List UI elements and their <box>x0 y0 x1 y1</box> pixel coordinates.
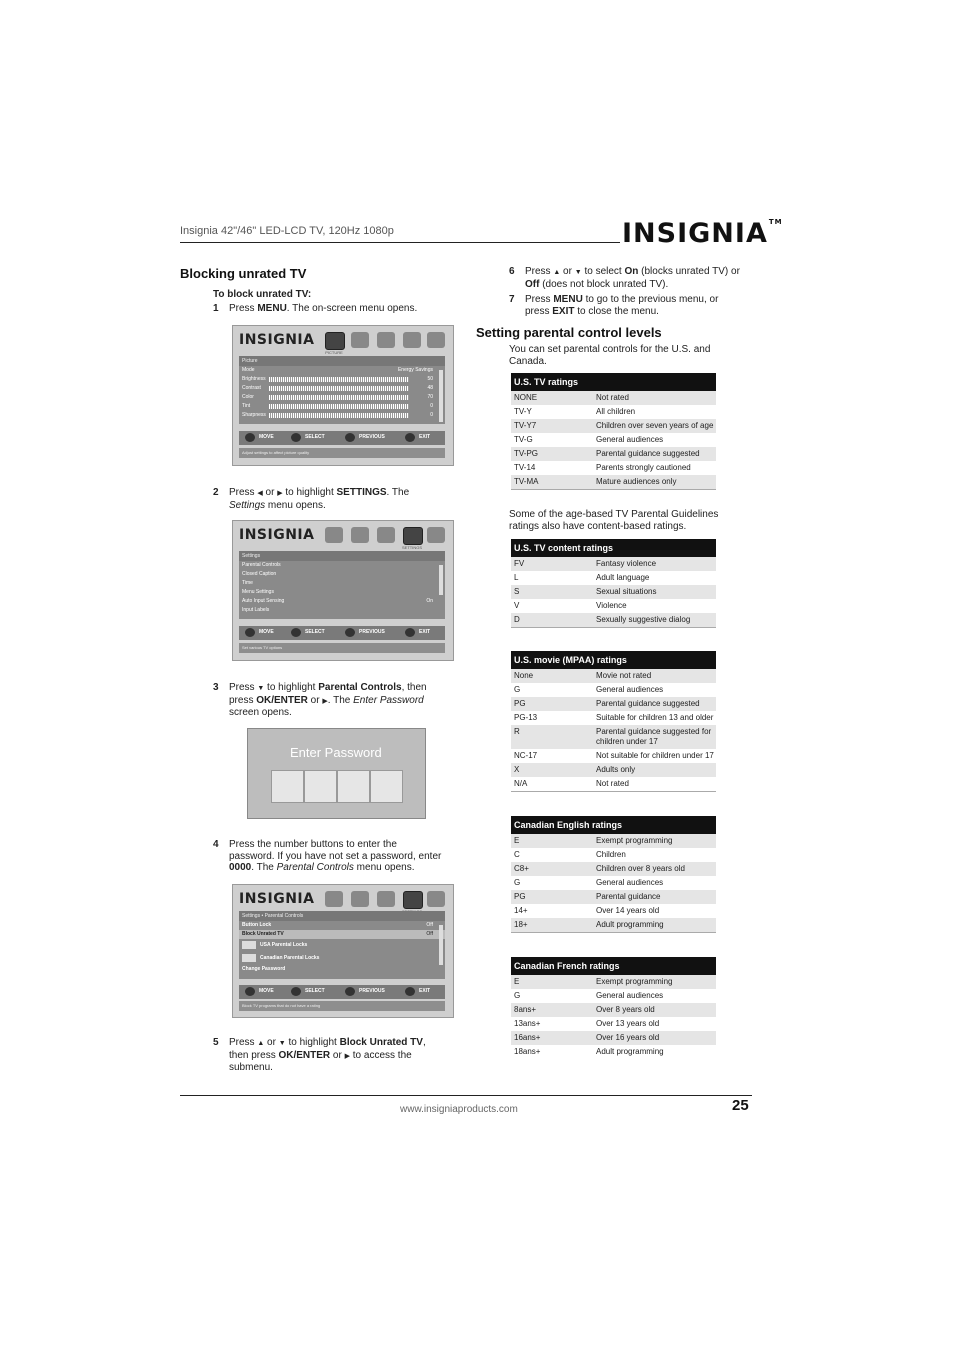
rating-description: Parental guidance <box>596 892 661 901</box>
table-row <box>511 975 716 989</box>
rating-code: L <box>514 573 519 582</box>
menu-row: USA Parental Locks <box>239 939 445 952</box>
table-row <box>511 613 716 627</box>
table-row <box>511 461 716 475</box>
rating-code: 16ans+ <box>514 1033 541 1042</box>
rating-description: Suitable for children 13 and older <box>596 713 714 722</box>
table-row <box>511 697 716 711</box>
menu-row: Brightness 50 <box>242 376 433 382</box>
usb-icon <box>427 891 445 907</box>
menu-row: Sharpness 0 <box>242 412 433 418</box>
screen-picture-menu <box>232 325 454 466</box>
table-row <box>511 391 716 405</box>
rating-description: Not rated <box>596 393 629 402</box>
table-row <box>511 557 716 571</box>
step-1: 1 Press MENU. The on-screen menu opens. <box>213 303 418 314</box>
menu-row: Auto Input Sensing On <box>242 598 433 604</box>
us-flag-icon <box>242 941 256 949</box>
menu-row: Tint 0 <box>242 403 433 409</box>
rating-description: Not rated <box>596 779 629 788</box>
table-row <box>511 777 716 791</box>
table-header: U.S. TV ratings <box>511 373 716 391</box>
settings-icon <box>403 332 421 348</box>
table-row <box>511 1031 716 1045</box>
usb-icon <box>427 332 445 348</box>
down-arrow-icon: ▼ <box>257 685 265 692</box>
help-text: Block TV programs that do not have a rating <box>239 1001 445 1011</box>
rating-description: Adult language <box>596 573 650 582</box>
rating-code: TV-MA <box>514 477 539 486</box>
password-digit-box <box>337 770 370 803</box>
rating-code: 13ans+ <box>514 1019 541 1028</box>
scrollbar <box>439 925 443 965</box>
rating-description: Adult programming <box>596 920 664 929</box>
rating-code: PG <box>514 699 526 708</box>
rating-code: 18+ <box>514 920 528 929</box>
picture-icon <box>325 891 343 907</box>
rating-description: All children <box>596 407 636 416</box>
password-label: Enter Password <box>290 745 382 760</box>
table-row <box>511 918 716 932</box>
menu-row: Change Password <box>242 966 286 972</box>
rating-code: TV-Y <box>514 407 532 416</box>
header-rule <box>180 242 620 243</box>
audio-icon <box>351 527 369 543</box>
rating-description: Children <box>596 850 626 859</box>
picture-icon <box>325 332 345 350</box>
canada-flag-icon <box>242 954 256 962</box>
table-row <box>511 405 716 419</box>
right-arrow-icon: ▶ <box>277 490 283 497</box>
rating-code: NONE <box>514 393 538 402</box>
insignia-logo: INSIGNIA™ <box>622 218 783 249</box>
running-header: Insignia 42"/46" LED-LCD TV, 120Hz 1080p <box>180 225 394 237</box>
audio-icon <box>351 891 369 907</box>
table-row <box>511 890 716 904</box>
screen-logo: INSIGNIA <box>239 891 315 907</box>
screen-parental-controls <box>232 884 454 1018</box>
rating-code: N/A <box>514 779 528 788</box>
rating-description: General audiences <box>596 685 664 694</box>
rating-code: 14+ <box>514 906 528 915</box>
table-row <box>511 876 716 890</box>
menu-row: Button Lock Off <box>242 922 433 928</box>
rating-code: V <box>514 601 520 610</box>
table-row <box>511 834 716 848</box>
channels-icon <box>377 332 395 348</box>
menu-row: Color 70 <box>242 394 433 400</box>
table-row <box>511 763 716 777</box>
table-row <box>511 1003 716 1017</box>
rating-description: Children over 8 years old <box>596 864 685 873</box>
channels-icon <box>377 891 395 907</box>
table-row <box>511 904 716 918</box>
rating-code: 18ans+ <box>514 1047 541 1056</box>
table-header: Canadian English ratings <box>511 816 716 834</box>
menu-row: Input Labels <box>242 607 270 613</box>
step-7: 7 Press MENU to go to the previous menu, or press EXIT to close the menu. <box>509 294 719 317</box>
password-digit-box <box>271 770 304 803</box>
rating-code: E <box>514 836 520 845</box>
table-row <box>511 683 716 697</box>
table-canadian-french-ratings <box>511 957 716 1059</box>
rating-code: None <box>514 671 534 680</box>
rating-description: Parents strongly cautioned <box>596 463 691 472</box>
procedure-title: To block unrated TV: <box>213 289 312 300</box>
rating-code: G <box>514 685 521 694</box>
nav-bar: MOVE SELECT PREVIOUS EXIT <box>239 985 445 999</box>
table-row <box>511 433 716 447</box>
audio-icon <box>351 332 369 348</box>
footer-url: www.insigniaproducts.com <box>400 1104 518 1115</box>
table-row <box>511 725 716 749</box>
rating-code: X <box>514 765 520 774</box>
step-5: 5 Press ▲ or ▼ to highlight Block Unrated TV, then press OK/ENTER or ▶ to access the submenu. <box>213 1037 426 1073</box>
rating-code: G <box>514 878 521 887</box>
rating-code: S <box>514 587 520 596</box>
right-arrow-icon: ▶ <box>344 1052 350 1060</box>
rating-description: Over 8 years old <box>596 1005 655 1014</box>
rating-code: G <box>514 991 521 1000</box>
rating-description: Sexual situations <box>596 587 657 596</box>
table-us-tv-ratings <box>511 373 716 490</box>
table-row <box>511 475 716 489</box>
footer-rule <box>180 1095 752 1096</box>
down-arrow-icon: ▼ <box>278 1040 286 1047</box>
table-row <box>511 669 716 683</box>
rating-code: 8ans+ <box>514 1005 537 1014</box>
rating-description: General audiences <box>596 435 664 444</box>
menu-row: Menu Settings <box>242 589 274 595</box>
table-header: U.S. movie (MPAA) ratings <box>511 651 716 669</box>
step-3: 3 Press ▼ to highlight Parental Controls, then press OK/ENTER or ▶. The Enter Password screen opens. <box>213 682 427 718</box>
menu-title: Picture <box>239 356 445 366</box>
rating-description: Movie not rated <box>596 671 652 680</box>
rating-code: TV-G <box>514 435 533 444</box>
rating-code: C <box>514 850 520 859</box>
rating-description: Adults only <box>596 765 636 774</box>
scrollbar <box>439 565 443 595</box>
rating-code: TV-14 <box>514 463 536 472</box>
step-6: 6 Press ▲ or ▼ to select On (blocks unrated TV) or Off (does not block unrated TV). <box>509 266 740 290</box>
screen-logo: INSIGNIA <box>239 332 315 348</box>
step-4: 4 Press the number buttons to enter the password. If you have not set a password, enter 0000. The Parental Controls menu opens. <box>213 839 442 873</box>
rating-description: Adult programming <box>596 1047 664 1056</box>
rating-description: Sexually suggestive dialog <box>596 615 691 624</box>
table-row <box>511 447 716 461</box>
usb-icon <box>427 527 445 543</box>
screen-logo: INSIGNIA <box>239 527 315 543</box>
rating-description: Fantasy violence <box>596 559 657 568</box>
down-arrow-icon: ▼ <box>574 269 582 276</box>
rating-description: General audiences <box>596 878 664 887</box>
nav-bar: MOVE SELECT PREVIOUS EXIT <box>239 431 445 445</box>
rating-description: Over 16 years old <box>596 1033 660 1042</box>
up-arrow-icon: ▲ <box>553 269 561 276</box>
section-heading-parental: Setting parental control levels <box>476 325 662 340</box>
table-row <box>511 571 716 585</box>
rating-description: Not suitable for children under 17 <box>596 751 714 760</box>
rating-description: Mature audiences only <box>596 477 677 486</box>
menu-row-selected: Block Unrated TV Off <box>239 930 445 939</box>
rating-code: R <box>514 727 520 736</box>
picture-icon <box>325 527 343 543</box>
content-ratings-paragraph: Some of the age-based TV Parental Guidelines ratings also have content-based ratings. <box>509 509 719 532</box>
rating-code: D <box>514 615 520 624</box>
table-row <box>511 585 716 599</box>
menu-row: Time <box>242 580 253 586</box>
menu-row: Parental Controls <box>242 562 281 568</box>
rating-description: Parental guidance suggested <box>596 699 700 708</box>
rating-description: General audiences <box>596 991 664 1000</box>
screen-settings-menu <box>232 520 454 661</box>
table-row <box>511 419 716 433</box>
table-us-movie-ratings <box>511 651 716 792</box>
rating-description: Over 13 years old <box>596 1019 660 1028</box>
menu-row: Closed Caption <box>242 571 277 577</box>
rating-description: Children over seven years of age <box>596 421 714 430</box>
rating-description: Parental guidance suggested <box>596 449 700 458</box>
table-row <box>511 599 716 613</box>
rating-code: E <box>514 977 520 986</box>
rating-description: Exempt programming <box>596 836 673 845</box>
page-number: 25 <box>732 1097 749 1114</box>
intro-paragraph: You can set parental controls for the U.S. and Canada. <box>509 344 711 367</box>
step-2: 2 Press ◀ or ▶ to highlight SETTINGS. The Settings menu opens. <box>213 487 410 511</box>
icon-caption: PICTURE <box>325 350 343 355</box>
rating-description: Violence <box>596 601 627 610</box>
table-row <box>511 1017 716 1031</box>
rating-code: PG-13 <box>514 713 538 722</box>
table-row <box>511 1045 716 1059</box>
help-text: Adjust settings to affect picture quality <box>239 448 445 458</box>
menu-title: Settings <box>239 551 445 561</box>
table-row <box>511 848 716 862</box>
up-arrow-icon: ▲ <box>257 1040 265 1047</box>
rating-code: FV <box>514 559 525 568</box>
channels-icon <box>377 527 395 543</box>
section-heading-blocking: Blocking unrated TV <box>180 266 307 281</box>
left-arrow-icon: ◀ <box>257 490 263 497</box>
screen-enter-password <box>247 728 426 819</box>
rating-code: NC-17 <box>514 751 538 760</box>
nav-bar: MOVE SELECT PREVIOUS EXIT <box>239 626 445 640</box>
table-row <box>511 711 716 725</box>
password-digit-box <box>304 770 337 803</box>
table-header: U.S. TV content ratings <box>511 539 716 557</box>
help-text: Set various TV options <box>239 643 445 653</box>
table-header: Canadian French ratings <box>511 957 716 975</box>
rating-description: Parental guidance suggested for children under 17 <box>596 727 712 746</box>
rating-code: PG <box>514 892 526 901</box>
menu-row: Contrast 48 <box>242 385 433 391</box>
rating-code: C8+ <box>514 864 529 873</box>
table-canadian-english-ratings <box>511 816 716 933</box>
rating-code: TV-PG <box>514 449 539 458</box>
right-arrow-icon: ▶ <box>322 697 328 705</box>
table-us-tv-content-ratings <box>511 539 716 628</box>
menu-row: Mode Energy Savings <box>242 367 433 373</box>
menu-title: Settings • Parental Controls <box>239 911 445 921</box>
password-digit-box <box>370 770 403 803</box>
rating-description: Exempt programming <box>596 977 673 986</box>
icon-caption: SETTINGS <box>401 545 422 550</box>
table-row <box>511 749 716 763</box>
rating-description: Over 14 years old <box>596 906 660 915</box>
rating-code: TV-Y7 <box>514 421 537 430</box>
menu-row: Canadian Parental Locks <box>239 952 445 965</box>
settings-icon <box>403 891 423 909</box>
table-row <box>511 989 716 1003</box>
scrollbar <box>439 370 443 422</box>
settings-icon <box>403 527 423 545</box>
table-row <box>511 862 716 876</box>
